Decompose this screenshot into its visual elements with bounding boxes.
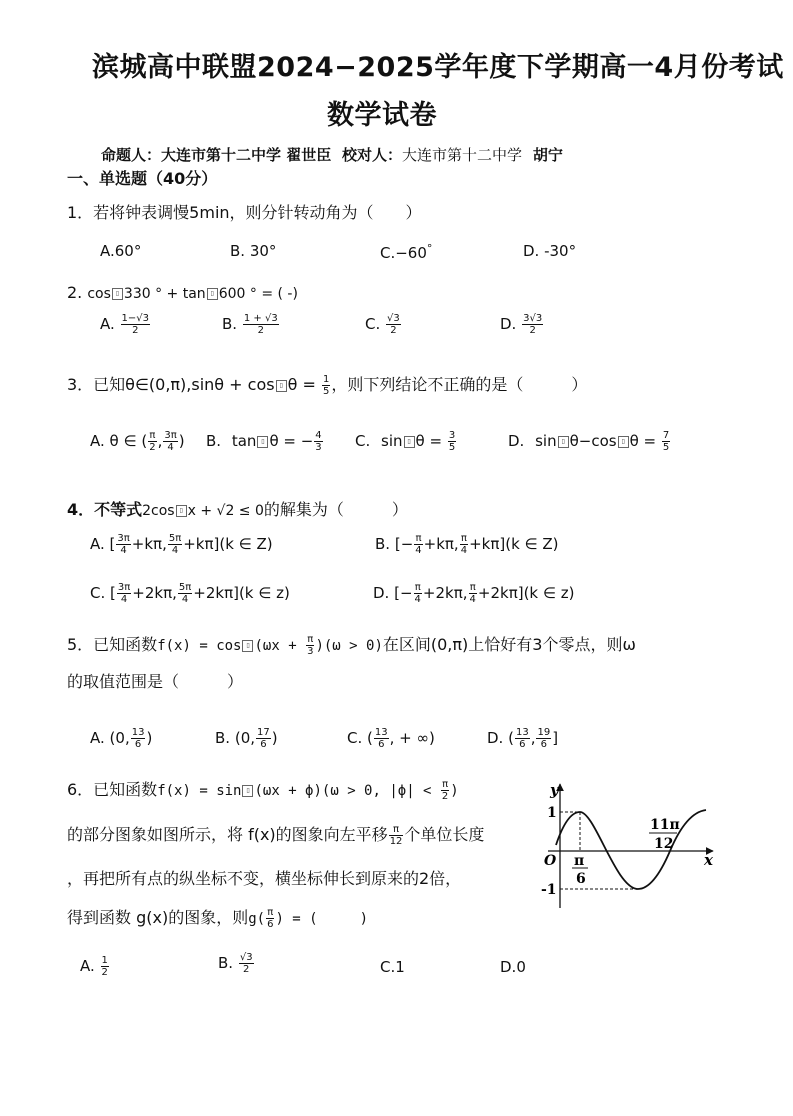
q3-d-math: sin	[535, 432, 557, 450]
q2-d-den: 2	[529, 325, 536, 336]
missing-glyph-icon: ▯	[558, 436, 569, 448]
q3-option-c[interactable]	[355, 430, 457, 453]
q4-stem-post: 的解集为（ ）	[263, 500, 408, 519]
q4-c-f1-den: 4	[120, 594, 128, 605]
q4-d-mid: +2kπ,	[422, 584, 468, 602]
q3-d-num: 7	[662, 430, 670, 441]
exam-subtitle: 数学试卷	[327, 100, 437, 131]
q2-tail: -)	[287, 286, 298, 302]
q5-b-letter: B.	[215, 729, 231, 747]
q4-c-letter: C.	[90, 584, 106, 602]
q2-option-a[interactable]	[100, 313, 151, 336]
q4-a-f2-num: 5π	[168, 533, 182, 544]
question-5-stem	[67, 632, 636, 657]
q2-option-d-letter: D.	[500, 315, 517, 333]
q3-c-eq: θ =	[415, 432, 447, 450]
q1-option-c-text: C.−60	[380, 244, 427, 262]
exam-title: 滨城高中联盟2024−2025学年度下学期高一4月份考试	[92, 52, 784, 83]
authors-line	[101, 144, 563, 165]
q2-c-den: 2	[390, 325, 397, 336]
q4-b-pre: [−	[394, 535, 414, 553]
q4-b-tail: +kπ](k ∈ Z)	[469, 535, 559, 553]
q4-option-d[interactable]	[373, 582, 574, 605]
q6-line4-pre: 得到函数 g(x)的图象，则	[67, 908, 249, 927]
q5-c-pre: (	[367, 729, 373, 747]
q4-c-tail: +2kπ](k ∈ z)	[193, 584, 290, 602]
q4-b-letter: B.	[375, 535, 391, 553]
question-2-stem	[67, 283, 298, 302]
q6-b-num: √3	[239, 952, 253, 963]
q2-b-den: 2	[257, 325, 264, 336]
q3-a-f1-num: π	[149, 430, 156, 441]
q2-a-den: 2	[132, 325, 139, 336]
q6-line2-den: 12	[389, 836, 403, 847]
q4-d-pre: [−	[394, 584, 413, 602]
q6-a-num: 1	[101, 955, 108, 966]
q6-a-letter: A.	[80, 957, 95, 975]
q3-option-a[interactable]: A. θ ∈ ( $\frac{\pi}{2}$ , $\frac{3\pi}{4}$ )	[90, 430, 185, 453]
q5-d-f1-den: 6	[519, 739, 526, 750]
author-label: 命题人：大连市第十二中学 翟世臣	[101, 146, 332, 164]
q6-option-c[interactable]: C.1	[380, 958, 405, 976]
q6-line2	[67, 822, 484, 847]
q4-option-c[interactable]: C. [ $\frac{3\pi}{4}$ +2kπ, $\frac{5\pi}{4}$ +2kπ](k ∈ z)	[90, 582, 290, 605]
q2-option-a-letter: A.	[100, 315, 115, 333]
q5-d-f1-num: 13	[515, 727, 529, 738]
q1-option-a[interactable]: A.60°	[100, 242, 142, 260]
q6-math2: (ωx + ϕ)(ω > 0, |ϕ| <	[254, 783, 440, 799]
q5-option-a[interactable]	[90, 727, 152, 750]
q3-d-eq: θ =	[629, 432, 661, 450]
checker-person: 胡宁	[532, 146, 563, 164]
q6-line4-den: 6	[267, 919, 274, 930]
question-1-stem: 1．若将钟表调慢5min，则分针转动角为（ ）	[67, 203, 422, 222]
q5-math3: )(ω > 0)	[315, 638, 383, 654]
q3-stem-pre: 3．已知θ∈(0,π),sinθ + cos	[67, 375, 275, 394]
q4-c-mid: +2kπ,	[132, 584, 177, 602]
x-axis-label: x	[704, 851, 713, 869]
x-mark1-num: π	[574, 853, 585, 869]
q3-c-den: 5	[448, 442, 456, 453]
q3-b-num: 4	[315, 430, 322, 441]
question-4-stem	[67, 497, 408, 520]
q2-b-num: 1 + √3	[243, 313, 278, 324]
q2-tan: ° + tan	[155, 286, 206, 302]
q4-a-tail: +kπ](k ∈ Z)	[183, 535, 273, 553]
q3-b-den: 3	[315, 442, 322, 453]
q6-frac-den: 2	[441, 791, 449, 802]
q5-b-post: )	[271, 729, 278, 747]
q1-option-b[interactable]: B. 30°	[230, 242, 277, 260]
q3-a-math: θ ∈ (	[109, 432, 148, 450]
q5-a-pre: (0,	[109, 729, 130, 747]
q3-d-mid: θ−cos	[569, 432, 617, 450]
q4-c-f2-num: 5π	[178, 582, 192, 593]
q4-d-f2-den: 4	[469, 594, 476, 605]
q4-option-a[interactable]: A. [ $\frac{3\pi}{4}$ +kπ, $\frac{5\pi}{4}$ +kπ](k ∈ Z)	[90, 533, 273, 556]
q5-stem-pre: 5．已知函数	[67, 635, 158, 654]
q3-frac-den: 5	[322, 386, 330, 397]
missing-glyph-icon: ▯	[242, 785, 253, 797]
q5-math2: (ωx +	[254, 638, 306, 654]
q3-b-math: tan	[231, 432, 257, 450]
q5-c-num: 13	[374, 727, 388, 738]
q4-a-mid: +kπ,	[131, 535, 167, 553]
q5-a-num: 13	[131, 727, 145, 738]
q5-d-f2-num: 19	[537, 727, 551, 738]
q4-b-f1-num: π	[415, 533, 422, 544]
q6-line3: ，再把所有点的纵坐标不变，横坐标伸长到原来的2倍，	[67, 869, 462, 888]
q6-line2-post: 个单位长度	[404, 825, 485, 844]
q4-math2: x + √2 ≤ 0	[187, 503, 264, 519]
q6-line4-num: π	[267, 907, 274, 918]
q1-option-c-degree: °	[426, 242, 433, 255]
q5-d-f2-den: 6	[540, 739, 548, 750]
q3-d-den: 5	[662, 442, 670, 453]
q3-b-eq: θ = −	[269, 432, 314, 450]
q2-number: 2.	[67, 283, 83, 302]
q6-math3: )	[450, 783, 459, 799]
missing-glyph-icon: ▯	[242, 640, 253, 652]
q5-c-post: , + ∞)	[389, 729, 435, 747]
q2-val1: 330	[123, 286, 151, 302]
q5-b-num: 17	[257, 727, 270, 738]
q6-option-b[interactable]	[218, 952, 255, 975]
section-heading: 一、单选题（40分）	[67, 169, 218, 188]
q4-d-f2-num: π	[469, 582, 476, 593]
q6-option-a[interactable]	[80, 955, 110, 978]
q4-c-f2-den: 4	[181, 594, 189, 605]
q3-frac-num: 1	[322, 374, 330, 385]
q6-b-den: 2	[243, 964, 250, 975]
q5-c-letter: C.	[347, 729, 363, 747]
missing-glyph-icon: ▯	[176, 505, 187, 517]
q5-line2: 的取值范围是（ ）	[67, 672, 244, 691]
q6-line4-math: g(	[248, 911, 266, 927]
q6-b-letter: B.	[218, 954, 234, 972]
q6-line4-post: ) = ( )	[275, 911, 369, 927]
q2-cos: cos	[87, 286, 111, 302]
q4-c-f1-num: 3π	[117, 582, 131, 593]
q6-stem-pre: 6．已知函数	[67, 780, 158, 799]
q2-eq: ° = (	[249, 286, 283, 302]
q6-frac-num: π	[442, 779, 449, 790]
q4-d-f1-num: π	[414, 582, 421, 593]
q4-b-f1-den: 4	[415, 545, 422, 556]
x-mark2-num: 11π	[650, 817, 680, 833]
missing-glyph-icon: ▯	[276, 380, 287, 392]
q2-option-d[interactable]	[500, 313, 544, 336]
q3-a-f2-num: 3π	[164, 430, 177, 441]
q5-option-d[interactable]: D. ( $\frac{13}{6}$ , $\frac{19}{6}$ ]	[487, 727, 559, 750]
q5-a-den: 6	[134, 739, 142, 750]
q5-frac-num: π	[307, 634, 314, 645]
q5-a-letter: A.	[90, 729, 105, 747]
checker-name: 大连市第十二中学	[402, 146, 523, 164]
q5-a-post: )	[146, 729, 153, 747]
q3-c-num: 3	[448, 430, 456, 441]
q6-line2-pre: 的部分图象如图所示，将 f(x)的图象向左平移	[67, 825, 388, 844]
q5-b-den: 6	[260, 739, 267, 750]
q6-math: f(x) = sin	[157, 783, 242, 799]
x-mark1-den: 6	[576, 871, 586, 887]
q4-b-f2-num: π	[460, 533, 467, 544]
q5-option-c[interactable]	[347, 727, 435, 750]
q4-option-b[interactable]	[375, 533, 559, 556]
q5-stem-post: 在区间(0,π)上恰好有3个零点，则ω	[382, 635, 636, 654]
q2-a-num: 1−√3	[121, 313, 150, 324]
missing-glyph-icon: ▯	[112, 288, 123, 300]
q3-a-close: )	[178, 432, 185, 450]
q2-c-num: √3	[387, 313, 400, 324]
q4-a-f2-den: 4	[171, 545, 179, 556]
missing-glyph-icon: ▯	[207, 288, 218, 300]
q4-a-f1-den: 4	[120, 545, 127, 556]
q4-d-tail: +2kπ](k ∈ z)	[477, 584, 575, 602]
q6-line4	[67, 905, 368, 930]
q6-line2-num: π	[389, 824, 404, 836]
q2-option-c-letter: C.	[365, 315, 381, 333]
q1-option-c[interactable]	[380, 242, 432, 262]
q4-a-f1-num: 3π	[117, 533, 130, 544]
q3-c-letter: C.	[355, 432, 371, 450]
q2-option-b[interactable]	[222, 313, 280, 336]
q3-a-f2-den: 4	[167, 442, 174, 453]
q4-b-mid: +kπ,	[423, 535, 459, 553]
missing-glyph-icon: ▯	[618, 436, 629, 448]
q2-option-b-letter: B.	[222, 315, 238, 333]
q2-option-c[interactable]	[365, 313, 402, 336]
q3-option-b[interactable]	[206, 430, 324, 453]
q4-b-f2-den: 4	[460, 545, 468, 556]
q5-c-den: 6	[378, 739, 385, 750]
q4-math: 2cos	[142, 503, 175, 519]
q3-option-d[interactable]	[508, 430, 671, 453]
missing-glyph-icon: ▯	[404, 436, 415, 448]
q4-d-letter: D.	[373, 584, 390, 602]
q3-a-f1-den: 2	[149, 442, 156, 453]
question-6-stem	[67, 777, 459, 802]
q6-option-d[interactable]: D.0	[500, 958, 526, 976]
q5-d-pre: (	[508, 729, 514, 747]
missing-glyph-icon: ▯	[257, 436, 268, 448]
q3-b-letter: B.	[206, 432, 222, 450]
q3-stem-mid: θ =	[287, 375, 321, 394]
q5-option-b[interactable]	[215, 727, 278, 750]
q4-stem-pre: 4．不等式	[67, 500, 143, 519]
q3-d-letter: D.	[508, 432, 525, 450]
q3-stem-post: ，则下列结论不正确的是（ ）	[331, 375, 588, 394]
question-3-stem	[67, 372, 587, 397]
origin-label: O	[544, 853, 557, 869]
q2-val2: 600	[218, 286, 246, 302]
q5-d-letter: D.	[487, 729, 504, 747]
q3-c-math: sin	[381, 432, 403, 450]
y-neg-one-label: -1	[541, 882, 557, 898]
q6-a-den: 2	[101, 967, 108, 978]
q4-d-f1-den: 4	[414, 594, 421, 605]
q5-math: f(x) = cos	[157, 638, 242, 654]
q5-d-post: ]	[552, 729, 559, 747]
x-mark2-den: 12	[654, 836, 674, 852]
q5-b-pre: (0,	[234, 729, 256, 747]
q2-d-num: 3√3	[523, 313, 543, 324]
checker-label: 校对人：	[342, 146, 403, 164]
q4-a-letter: A.	[90, 535, 105, 553]
q1-option-d[interactable]: D. -30°	[523, 242, 577, 260]
q5-frac-den: 3	[307, 646, 314, 657]
y-one-label: 1	[547, 805, 557, 821]
y-axis-label: y	[550, 781, 559, 799]
sine-graph	[530, 772, 730, 917]
q3-a-letter: A.	[90, 432, 105, 450]
